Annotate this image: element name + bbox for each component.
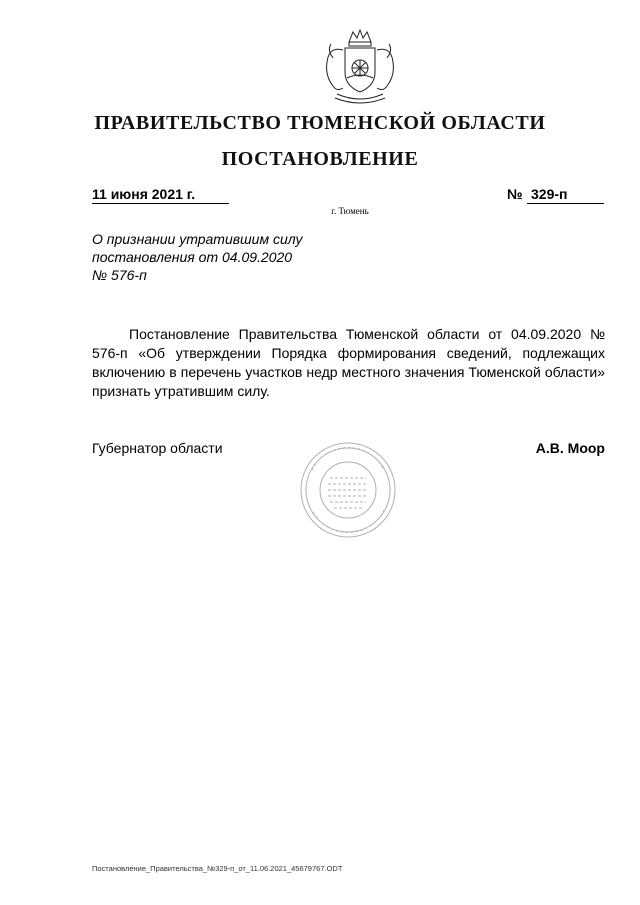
subject-line: постановления от 04.09.2020 [92, 249, 293, 265]
coat-of-arms-icon [315, 28, 405, 108]
document-subject [92, 230, 352, 284]
signatory-name: А.В. Моор [535, 440, 605, 456]
body-paragraph: Постановление Правительства Тюменской области от 04.09.2020 № 576-п «Об утверждении Порядка формирования сведений, подлежащих включению в перечень участков недр местного значения Тюменской области» признать утратившим силу. [92, 326, 605, 399]
document-type: ПОСТАНОВЛЕНИЕ [221, 148, 419, 170]
number-label: № [507, 186, 523, 202]
subject-line: О признании утратившим силу [92, 231, 303, 247]
document-number: 329-п [527, 186, 604, 204]
organization-title: ПРАВИТЕЛЬСТВО ТЮМЕНСКОЙ ОБЛАСТИ [94, 112, 546, 134]
footer-filename: Постановление_Правительства_№329-п_от_11.06.2021_45679767.ODT [92, 864, 343, 873]
official-seal-icon [298, 440, 398, 540]
signatory-title: Губернатор области [92, 440, 223, 456]
document-date: 11 июня 2021 г. [92, 186, 229, 204]
subject-line: № 576-п [92, 267, 147, 283]
city: г. Тюмень [331, 206, 369, 216]
